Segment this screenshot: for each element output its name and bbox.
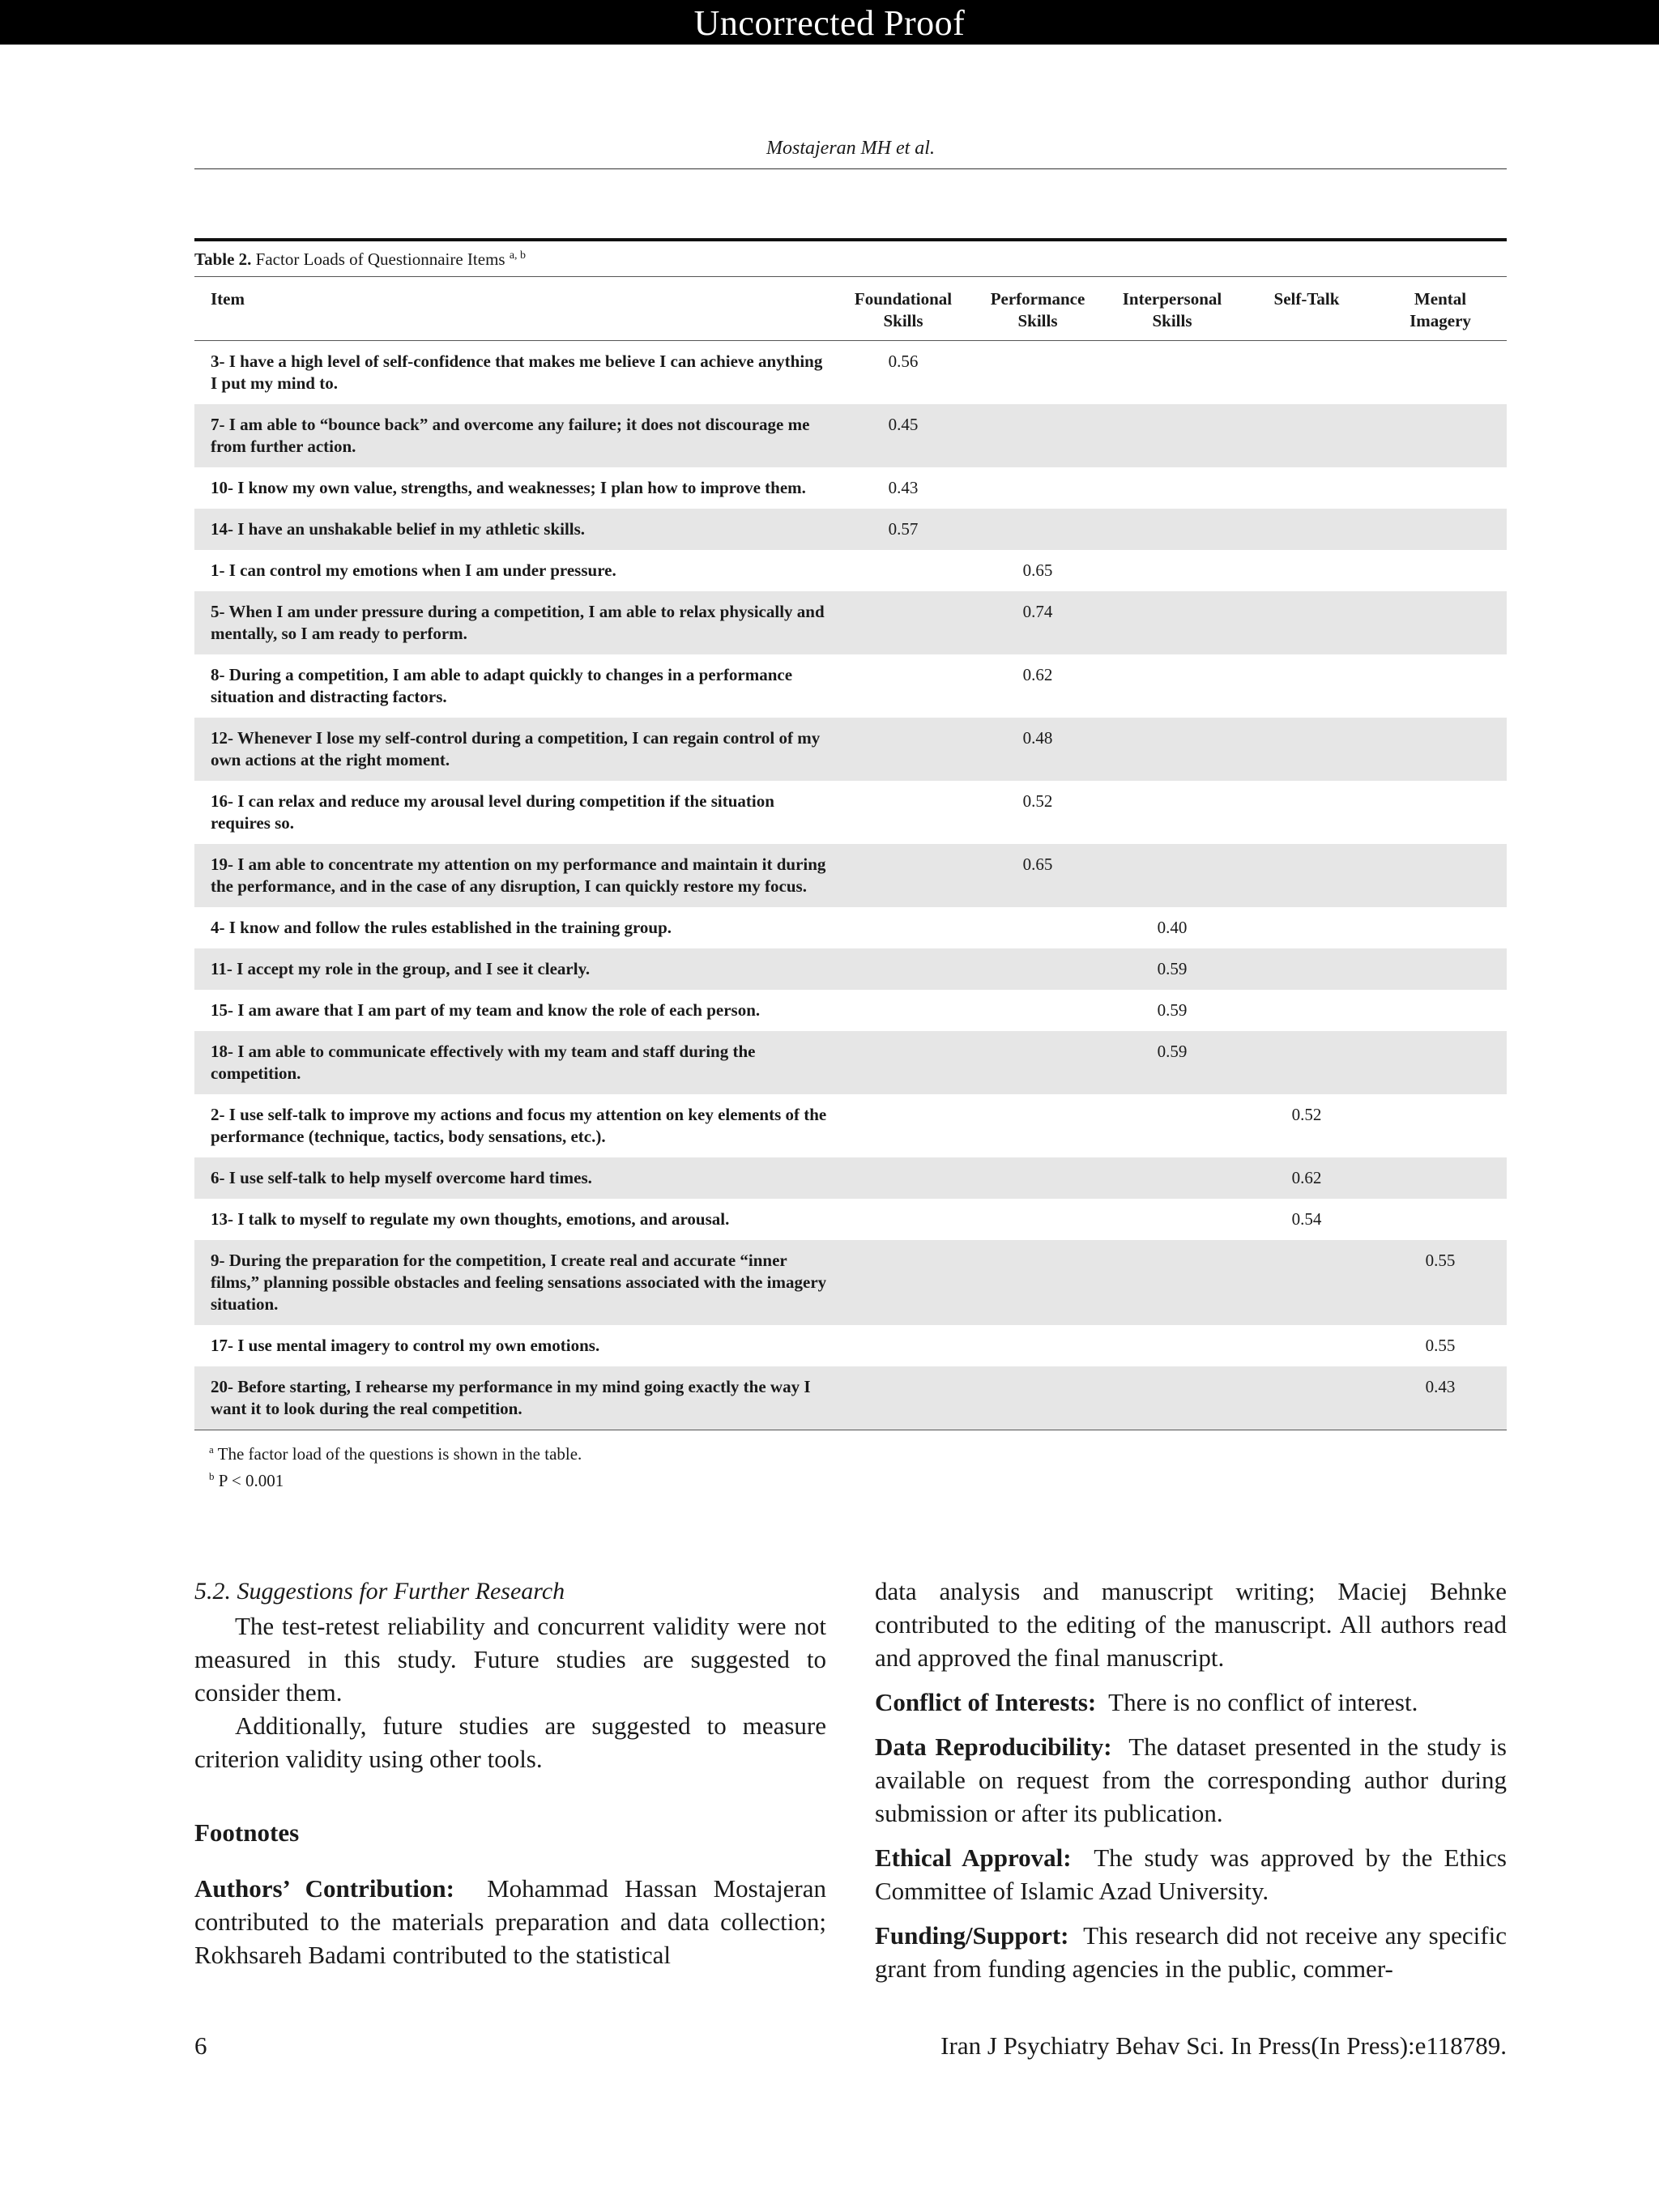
table-row xyxy=(194,591,1507,654)
factor-load-cell xyxy=(1105,1094,1239,1157)
factor-load-cell xyxy=(970,948,1105,990)
factor-load-cell xyxy=(970,404,1105,467)
factor-load-cell xyxy=(1374,1094,1507,1157)
factor-load-cell: 0.56 xyxy=(888,352,919,371)
authors-contribution-continued: data analysis and manuscript writing; Maciej Behnke contributed to the editing of the manuscript. All authors read and approved the final manuscript. xyxy=(875,1577,1507,1672)
table-notes xyxy=(194,1430,1507,1492)
data-reproducibility: Data Reproducibility: The dataset presented in the study is available on request from the corresponding author during submission or after its publication. xyxy=(875,1733,1507,1827)
table-title-sup: a, b xyxy=(509,249,527,262)
factor-load-cell xyxy=(1239,404,1374,467)
item-text: 14- I have an unshakable belief in my athletic skills. xyxy=(194,509,836,550)
factor-loads-table xyxy=(194,276,1507,1430)
table-row xyxy=(194,467,1507,509)
uncorrected-proof-banner: Uncorrected Proof xyxy=(0,0,1659,45)
factor-load-cell xyxy=(1105,550,1239,591)
factor-load-cell xyxy=(1374,404,1507,467)
item-text: 13- I talk to myself to regulate my own thoughts, emotions, and arousal. xyxy=(211,1209,730,1229)
paragraph-criterion-validity: Additionally, future studies are suggested to measure criterion validity using other tools. xyxy=(194,1711,826,1773)
factor-load-cell xyxy=(1374,1199,1507,1240)
factor-load-cell xyxy=(1105,1240,1239,1325)
factor-load-cell xyxy=(1374,341,1507,405)
factor-load-cell xyxy=(1105,591,1239,654)
funding-support: Funding/Support: This research did not receive any specific grant from funding agencies in the public, commer- xyxy=(875,1921,1507,1983)
item-text: 3- I have a high level of self-confidence that makes me believe I can achieve anything I put my mind to. xyxy=(211,352,823,393)
factor-load-cell: 0.40 xyxy=(1157,918,1188,937)
factor-load-cell xyxy=(836,654,970,718)
col-header-interpersonal: Interpersonal Skills xyxy=(1105,277,1239,341)
factor-load-cell xyxy=(1105,404,1239,467)
factor-load-cell xyxy=(1105,341,1239,405)
factor-load-cell: 0.59 xyxy=(1105,948,1239,990)
factor-load-cell xyxy=(1374,467,1507,509)
factor-load-cell xyxy=(836,948,970,990)
factor-load-cell xyxy=(970,467,1105,509)
item-text: 17- I use mental imagery to control my own emotions. xyxy=(211,1336,600,1355)
item-text: 8- During a competition, I am able to adapt quickly to changes in a performance situation and distracting factors. xyxy=(211,665,793,706)
factor-load-cell: 0.43 xyxy=(888,478,919,497)
page-number: 6 xyxy=(194,2031,207,2060)
factor-load-cell xyxy=(836,844,970,907)
factor-load-cell xyxy=(836,1240,970,1325)
table-row xyxy=(194,1031,1507,1094)
factor-load-cell xyxy=(836,1031,970,1094)
factor-load-cell xyxy=(1374,509,1507,550)
factor-load-cell xyxy=(1239,844,1374,907)
factor-load-cell xyxy=(836,990,970,1031)
table-row xyxy=(194,509,1507,550)
factor-load-cell xyxy=(836,1325,970,1366)
col-header-foundational: Foundational Skills xyxy=(836,277,970,341)
factor-load-cell xyxy=(1105,654,1239,718)
table-row xyxy=(194,550,1507,591)
factor-load-cell xyxy=(1239,509,1374,550)
factor-load-cell xyxy=(1105,781,1239,844)
factor-load-cell xyxy=(970,1325,1105,1366)
col-header-item: Item xyxy=(194,277,836,341)
conflict-of-interests: Conflict of Interests: There is no conflict of interest. xyxy=(875,1688,1418,1716)
table-body xyxy=(194,341,1507,1430)
factor-load-cell xyxy=(970,1199,1105,1240)
item-text: 12- Whenever I lose my self-control during a competition, I can regain control of my own actions at the right moment. xyxy=(194,718,836,781)
authors-contribution: Authors’ Contribution: Mohammad Hassan Mostajeran contributed to the materials preparation and data collection; Rokhsareh Badami contributed to the statistical xyxy=(194,1874,827,1969)
item-text: 1- I can control my emotions when I am under pressure. xyxy=(211,560,616,580)
running-head: Mostajeran MH et al. xyxy=(766,138,935,159)
factor-load-cell xyxy=(1105,509,1239,550)
factor-load-cell xyxy=(1239,341,1374,405)
factor-load-cell xyxy=(1105,844,1239,907)
item-text: 15- I am aware that I am part of my team and know the role of each person. xyxy=(211,1000,761,1020)
factor-load-cell xyxy=(836,907,970,948)
factor-load-cell xyxy=(1239,718,1374,781)
factor-load-cell: 0.74 xyxy=(970,591,1105,654)
factor-load-cell xyxy=(836,591,970,654)
factor-load-cell xyxy=(1374,948,1507,990)
factor-load-cell xyxy=(1374,990,1507,1031)
factor-load-cell xyxy=(970,1240,1105,1325)
factor-load-cell: 0.57 xyxy=(836,509,970,550)
factor-load-cell xyxy=(970,509,1105,550)
section-title-further-research: 5.2. Suggestions for Further Research xyxy=(194,1578,565,1605)
factor-load-cell xyxy=(1239,654,1374,718)
table-row xyxy=(194,1240,1507,1325)
table-row xyxy=(194,404,1507,467)
factor-load-cell xyxy=(970,1094,1105,1157)
item-text: 7- I am able to “bounce back” and overcome any failure; it does not discourage me from further action. xyxy=(194,404,836,467)
factor-load-cell xyxy=(970,990,1105,1031)
factor-load-cell xyxy=(1239,550,1374,591)
item-text: 11- I accept my role in the group, and I see it clearly. xyxy=(194,948,836,990)
factor-load-cell xyxy=(836,781,970,844)
table-row xyxy=(194,990,1507,1031)
factor-load-cell xyxy=(1239,781,1374,844)
table-note-a: $^a$ The factor load of the questions is shown in the table. xyxy=(209,1443,582,1464)
factor-load-cell xyxy=(1374,591,1507,654)
factor-load-cell xyxy=(1239,948,1374,990)
table-row xyxy=(194,1157,1507,1199)
factor-load-cell xyxy=(1239,907,1374,948)
factor-load-cell xyxy=(836,718,970,781)
factor-loads-table-block xyxy=(194,238,1507,1492)
factor-load-cell xyxy=(836,1157,970,1199)
table-row xyxy=(194,1366,1507,1430)
factor-load-cell xyxy=(836,550,970,591)
ethical-approval: Ethical Approval: The study was approved by the Ethics Committee of Islamic Azad University. xyxy=(875,1843,1507,1905)
item-text: 5- When I am under pressure during a competition, I am able to relax physically and mentally, so I am ready to perform. xyxy=(194,591,836,654)
factor-load-cell xyxy=(1374,550,1507,591)
factor-load-cell: 0.62 xyxy=(1239,1157,1374,1199)
factor-load-cell xyxy=(970,907,1105,948)
factor-load-cell: 0.54 xyxy=(1291,1209,1322,1229)
factor-load-cell xyxy=(1105,1325,1239,1366)
factor-load-cell xyxy=(1105,467,1239,509)
table-row xyxy=(194,341,1507,405)
factor-load-cell: 0.62 xyxy=(1022,665,1053,684)
table-row xyxy=(194,948,1507,990)
factor-load-cell: 0.55 xyxy=(1374,1240,1507,1325)
factor-load-cell: 0.43 xyxy=(1374,1366,1507,1430)
paragraph-test-retest: The test-retest reliability and concurrent validity were not measured in this study. Future studies are suggested to consider them. xyxy=(194,1612,826,1707)
footnotes-heading: Footnotes xyxy=(194,1818,300,1847)
header-rule xyxy=(194,168,1507,169)
journal-citation: Iran J Psychiatry Behav Sci. In Press(In Press):e118789. xyxy=(940,2031,1507,2060)
factor-load-cell xyxy=(1374,907,1507,948)
table-label: Table 2. xyxy=(194,249,252,269)
table-header-row xyxy=(194,277,1507,341)
factor-load-cell xyxy=(836,1094,970,1157)
factor-load-cell xyxy=(1374,844,1507,907)
factor-load-cell xyxy=(970,341,1105,405)
factor-load-cell xyxy=(1105,1157,1239,1199)
factor-load-cell: 0.59 xyxy=(1105,1031,1239,1094)
factor-load-cell: 0.65 xyxy=(1022,560,1053,580)
factor-load-cell xyxy=(1374,1031,1507,1094)
table-row xyxy=(194,781,1507,844)
left-column xyxy=(194,1575,826,1971)
factor-load-cell: 0.65 xyxy=(970,844,1105,907)
factor-load-cell xyxy=(1239,990,1374,1031)
table-row xyxy=(194,907,1507,948)
item-text: 4- I know and follow the rules established in the training group. xyxy=(211,918,672,937)
table-row xyxy=(194,654,1507,718)
factor-load-cell xyxy=(1239,1325,1374,1366)
factor-load-cell: 0.55 xyxy=(1425,1336,1456,1355)
factor-load-cell xyxy=(1105,1366,1239,1430)
item-text: 19- I am able to concentrate my attention on my performance and maintain it during the performance, and in the case of any disruption, I can quickly restore my focus. xyxy=(194,844,836,907)
item-text: 2- I use self-talk to improve my actions and focus my attention on key elements of the performance (technique, tactics, body sensations, etc.). xyxy=(211,1105,827,1146)
table-note-b: $^b$ P < 0.001 xyxy=(209,1470,284,1490)
factor-load-cell xyxy=(1105,718,1239,781)
item-text: 18- I am able to communicate effectively with my team and staff during the competition. xyxy=(194,1031,836,1094)
table-row xyxy=(194,718,1507,781)
item-text: 9- During the preparation for the competition, I create real and accurate “inner films,” planning possible obstacles and feeling sensations associated with the imagery situation. xyxy=(194,1240,836,1325)
factor-load-cell xyxy=(970,1157,1105,1199)
table-row xyxy=(194,1325,1507,1366)
table-title: Factor Loads of Questionnaire Items xyxy=(255,249,505,269)
item-text: 10- I know my own value, strengths, and weaknesses; I plan how to improve them. xyxy=(211,478,806,497)
right-column xyxy=(875,1575,1507,1985)
table-row xyxy=(194,1094,1507,1157)
table-row xyxy=(194,844,1507,907)
col-header-selftalk: Self-Talk xyxy=(1239,277,1374,341)
factor-load-cell xyxy=(970,1366,1105,1430)
factor-load-cell xyxy=(1105,1199,1239,1240)
factor-load-cell xyxy=(1374,718,1507,781)
factor-load-cell: 0.52 xyxy=(1291,1105,1322,1124)
factor-load-cell xyxy=(1374,1157,1507,1199)
factor-load-cell xyxy=(1239,1366,1374,1430)
factor-load-cell: 0.59 xyxy=(1157,1000,1188,1020)
factor-load-cell xyxy=(1374,654,1507,718)
factor-load-cell xyxy=(1239,591,1374,654)
factor-load-cell xyxy=(1239,1031,1374,1094)
factor-load-cell xyxy=(836,1366,970,1430)
table-caption xyxy=(194,241,1507,276)
col-header-imagery: Mental Imagery xyxy=(1374,277,1507,341)
table-row xyxy=(194,1199,1507,1240)
factor-load-cell: 0.52 xyxy=(1022,791,1053,811)
factor-load-cell: 0.45 xyxy=(836,404,970,467)
factor-load-cell xyxy=(1239,1240,1374,1325)
factor-load-cell xyxy=(1239,467,1374,509)
factor-load-cell xyxy=(836,1199,970,1240)
item-text: 20- Before starting, I rehearse my performance in my mind going exactly the way I want it to look during the real competition. xyxy=(194,1366,836,1430)
factor-load-cell: 0.48 xyxy=(970,718,1105,781)
factor-load-cell xyxy=(970,1031,1105,1094)
col-header-performance: Performance Skills xyxy=(970,277,1105,341)
item-text: 16- I can relax and reduce my arousal level during competition if the situation requires so. xyxy=(211,791,774,833)
factor-load-cell xyxy=(1374,781,1507,844)
item-text: 6- I use self-talk to help myself overcome hard times. xyxy=(194,1157,836,1199)
